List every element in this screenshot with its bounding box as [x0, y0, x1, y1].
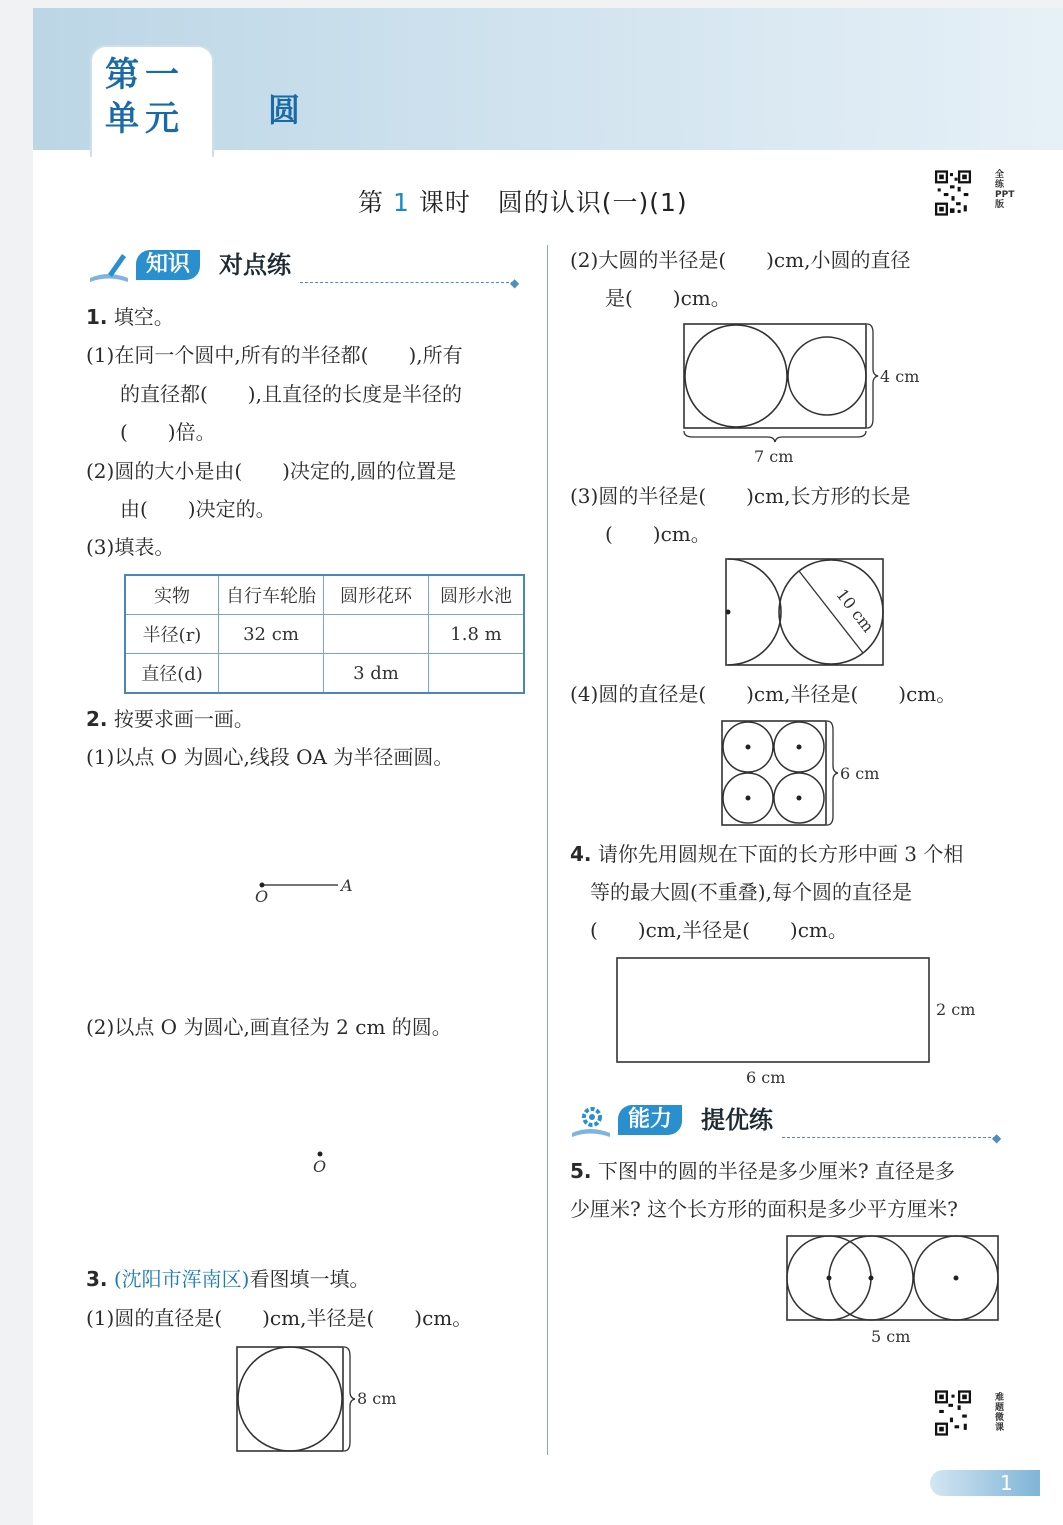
section-knowledge — [88, 250, 528, 290]
table-cell[interactable] — [429, 654, 525, 694]
q3-p4: (4)圆的直径是( )cm,半径是( )cm。 — [570, 682, 957, 706]
gear-book-icon — [570, 1105, 614, 1139]
q3-p2-line2: 是( )cm。 — [605, 286, 731, 310]
q5-line1: 5. 下图中的圆的半径是多少厘米? 直径是多 — [570, 1159, 955, 1183]
q4-line3: ( )cm,半径是( )cm。 — [590, 918, 848, 942]
arrow-dots-icon: ◆ — [992, 1131, 1002, 1145]
table-header-cell: 圆形水池 — [429, 575, 525, 615]
table-header-cell: 实物 — [125, 575, 219, 615]
qr-bottom-label: 难题微课 — [995, 1393, 1005, 1433]
page-number-bar — [930, 1470, 1040, 1496]
q3-title: 3. (沈阳市浑南区)看图填一填。 — [86, 1267, 370, 1291]
q3-figure4 — [721, 720, 891, 828]
section-ability — [570, 1105, 1010, 1145]
q4-line2: 等的最大圆(不重叠),每个圆的直径是 — [590, 880, 912, 904]
pencil-book-icon — [88, 250, 132, 284]
q1-p2-line1: (2)圆的大小是由( )决定的,圆的位置是 — [86, 459, 457, 483]
q2-p1: (1)以点 O 为圆心,线段 OA 为半径画圆。 — [86, 745, 454, 769]
knowledge-badge: 知识 — [136, 250, 200, 280]
fig1-label: 8 cm — [357, 1389, 397, 1408]
table-cell: 32 cm — [219, 615, 324, 654]
q3-figure1 — [236, 1346, 406, 1454]
q1-p3: (3)填表。 — [86, 535, 175, 559]
q5-line2: 少厘米? 这个长方形的面积是多少平方厘米? — [570, 1197, 958, 1221]
q4-line1: 4. 请你先用圆规在下面的长方形中画 3 个相 — [570, 842, 964, 866]
q3-figure2 — [683, 323, 943, 468]
table-header-cell: 圆形花环 — [324, 575, 429, 615]
qr-top-label: 全练PPT版 — [995, 170, 1015, 210]
table-header-cell: 自行车轮胎 — [219, 575, 324, 615]
table-cell: 3 dm — [324, 654, 429, 694]
point-o-figure — [305, 1148, 335, 1178]
q1-p2-line2: 由( )决定的。 — [120, 497, 276, 521]
q3-p2-line1: (2)大圆的半径是( )cm,小圆的直径 — [570, 248, 911, 272]
segment-oa-figure — [250, 875, 370, 910]
fig2-width-label: 7 cm — [754, 447, 794, 466]
table-header-row — [125, 575, 524, 615]
table-cell[interactable] — [324, 615, 429, 654]
fig3-label: 10 cm — [832, 585, 878, 636]
q3-p3-line2: ( )cm。 — [605, 522, 711, 546]
ability-title: 提优练 — [701, 1106, 773, 1134]
q1-p1-line3: ( )倍。 — [120, 420, 216, 444]
arrow-dots-icon: ◆ — [510, 276, 520, 290]
q1-p1-line2: 的直径都( ),且直径的长度是半径的 — [120, 382, 462, 406]
unit-name: 圆 — [268, 91, 301, 129]
table-cell: 直径(d) — [125, 654, 219, 694]
q4-width-label: 6 cm — [746, 1068, 786, 1087]
lesson-title: 第 1 课时 圆的认识(一)(1) — [358, 188, 688, 217]
q3-p1: (1)圆的直径是( )cm,半径是( )cm。 — [86, 1306, 473, 1330]
fig2-height-label: 4 cm — [880, 367, 920, 386]
point-a-label: A — [341, 876, 353, 895]
unit-label: 第一 单元 — [105, 55, 185, 139]
q2-p2: (2)以点 O 为圆心,画直径为 2 cm 的圆。 — [86, 1015, 452, 1039]
q5-figure — [786, 1235, 1001, 1350]
fill-table — [124, 574, 525, 694]
knowledge-title: 对点练 — [219, 251, 291, 279]
q2-title: 2. 按要求画一画。 — [86, 707, 254, 731]
point-o2-label: O — [313, 1157, 327, 1176]
qr-code-icon[interactable] — [930, 170, 976, 216]
ability-badge: 能力 — [618, 1105, 682, 1135]
q3-p3-line1: (3)圆的半径是( )cm,长方形的长是 — [570, 484, 911, 508]
q4-height-label: 2 cm — [936, 1000, 976, 1019]
table-row — [125, 615, 524, 654]
table-cell: 半径(r) — [125, 615, 219, 654]
point-o-label: O — [255, 887, 269, 906]
table-row — [125, 654, 524, 694]
section-dashed-line — [300, 282, 514, 283]
section-dashed-line — [782, 1137, 996, 1138]
q1-p1-line1: (1)在同一个圆中,所有的半径都( ),所有 — [86, 343, 463, 367]
page-number: 1 — [1000, 1471, 1013, 1495]
q5-width-label: 5 cm — [871, 1327, 911, 1346]
table-cell: 1.8 m — [429, 615, 525, 654]
q3-figure3 — [725, 558, 887, 668]
column-divider — [547, 245, 548, 1455]
q4-rectangle-figure[interactable] — [616, 957, 986, 1092]
table-cell[interactable] — [219, 654, 324, 694]
fig4-label: 6 cm — [840, 764, 880, 783]
q1-title: 1. 填空。 — [86, 305, 174, 329]
qr-code-bottom-icon[interactable] — [930, 1390, 976, 1436]
